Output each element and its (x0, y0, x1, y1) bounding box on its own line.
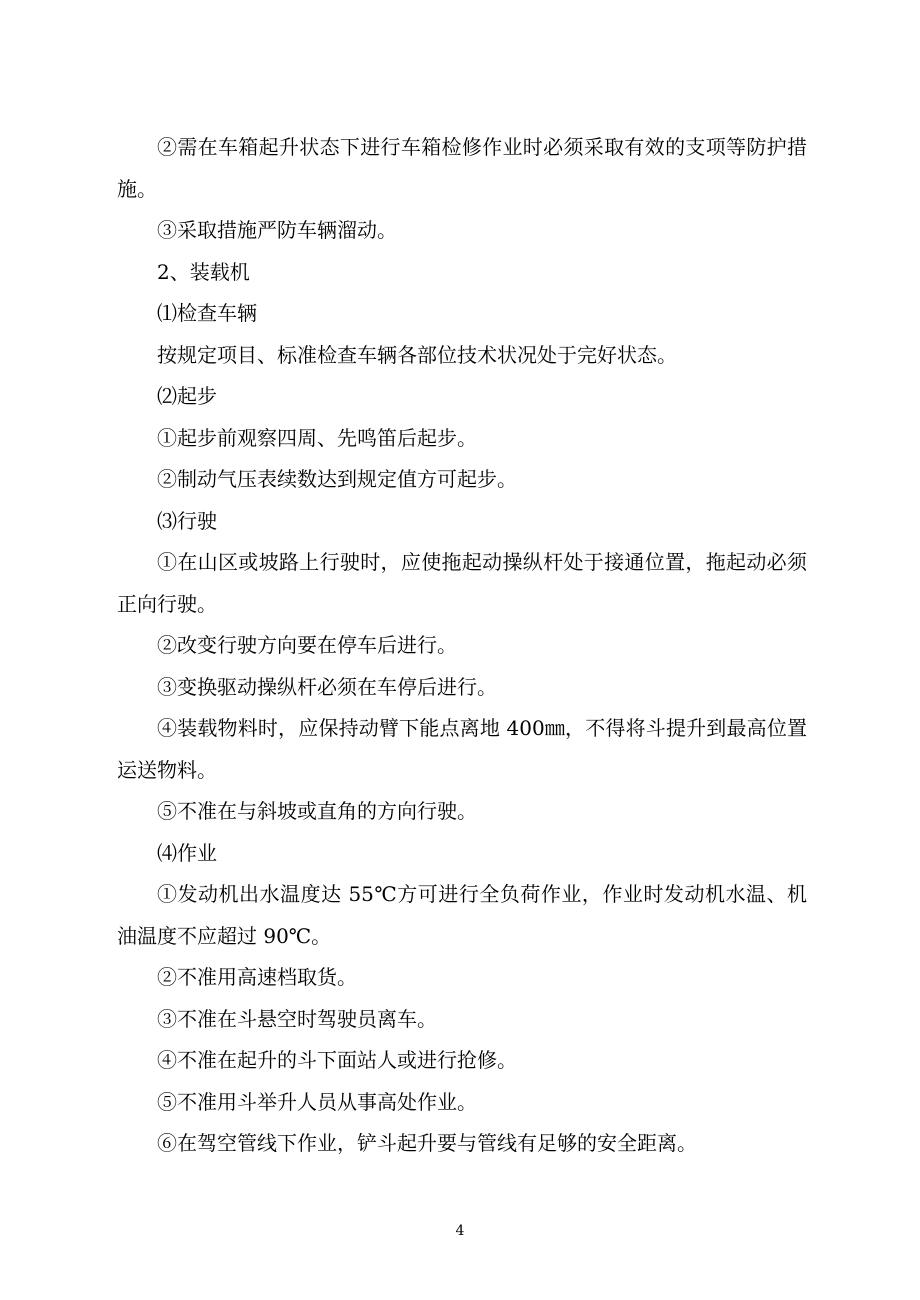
paragraph: ⑥在驾空管线下作业，铲斗起升要与管线有足够的安全距离。 (157, 1131, 697, 1155)
paragraph: 按规定项目、标准检查车辆各部位技术状况处于完好状态。 (157, 342, 677, 367)
subsection-heading: ⑷作业 (157, 840, 217, 865)
paragraph: ⑤不准用斗举升人员从事高处作业。 (157, 1089, 477, 1114)
paragraph: ④不准在起升的斗下面站人或进行抢修。 (157, 1048, 517, 1072)
page-number: 4 (455, 1223, 465, 1239)
paragraph: ①发动机出水温度达 55℃方可进行全负荷作业，作业时发动机水温、机油温度不应超过 90℃。 (117, 882, 807, 948)
document-body (117, 127, 807, 1165)
paragraph: ④装载物料时，应保持动臂下能点离地 400㎜，不得将斗提升到最高位置运送物料。 (117, 716, 807, 782)
paragraph: ③变换驱动操纵杆必须在车停后进行。 (157, 674, 497, 699)
paragraph: ②制动气压表续数达到规定值方可起步。 (157, 467, 517, 491)
paragraph: ①在山区或坡路上行驶时，应使拖起动操纵杆处于接通位置，拖起动必须正向行驶。 (117, 550, 807, 616)
paragraph: ③采取措施严防车辆溜动。 (157, 218, 397, 242)
paragraph: ①起步前观察四周、先鸣笛后起步。 (157, 425, 477, 450)
subsection-heading: ⑴检查车辆 (157, 301, 257, 325)
paragraph: ②需在车箱起升状态下进行车箱检修作业时必须采取有效的支项等防护措施。 (117, 135, 807, 201)
paragraph: ⑤不准在与斜坡或直角的方向行驶。 (157, 799, 477, 823)
subsection-heading: ⑵起步 (157, 384, 217, 408)
section-heading: 2、装载机 (157, 259, 250, 284)
subsection-heading: ⑶行驶 (157, 508, 217, 533)
paragraph: ②不准用高速档取货。 (157, 965, 357, 989)
paragraph: ②改变行驶方向要在停车后进行。 (157, 633, 457, 657)
paragraph: ③不准在斗悬空时驾驶员离车。 (157, 1006, 437, 1031)
